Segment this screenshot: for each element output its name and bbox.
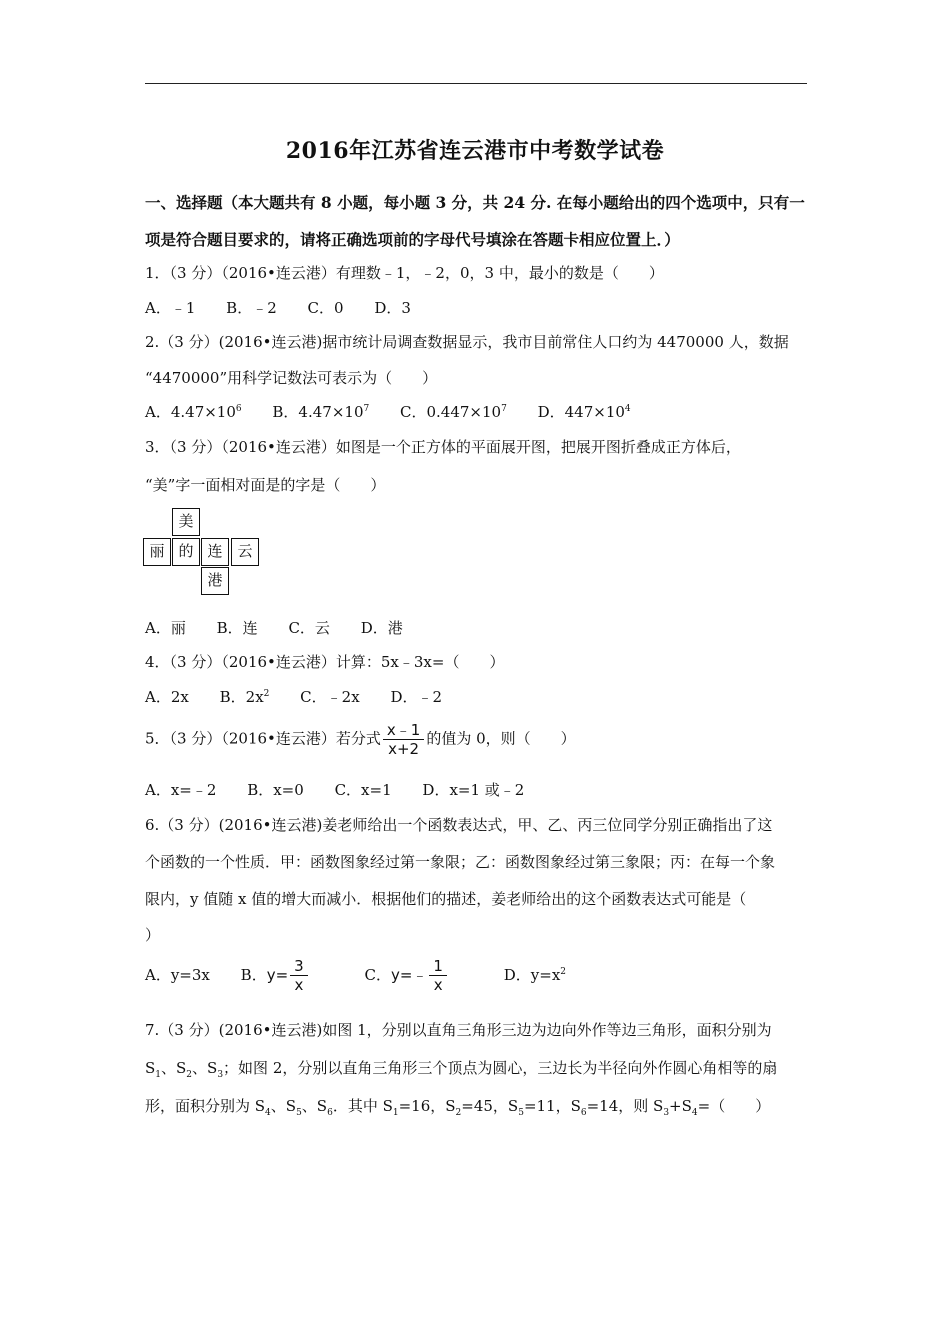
q4-option-d: D．﹣2 xyxy=(390,688,443,706)
q4-stem: 4．（3 分）（2016•连云港）计算：5x﹣3x=（ ） xyxy=(145,653,505,671)
cube-net-figure xyxy=(143,508,263,598)
q4-option-c: C．﹣2x xyxy=(300,688,360,706)
q5-option-d: D．x=1 或﹣2 xyxy=(422,781,525,799)
q3-option-b: B．连 xyxy=(216,619,258,637)
q6-stem-line1: 6.（3 分）(2016•连云港)姜老师给出一个函数表达式，甲、乙、丙三位同学分别正确指出了这 xyxy=(145,816,773,834)
q6-option-b: B．y= $\frac{3}{x}$ xyxy=(241,966,334,984)
q4-options xyxy=(145,686,825,707)
section-heading-line2: 项是符合题目要求的，请将正确选项前的字母代号填涂在答题卡相应位置上．） xyxy=(145,230,680,249)
net-cell-right2: 云 xyxy=(231,538,259,566)
q6-option-c: C．y=﹣ $\frac{1}{x}$ xyxy=(364,966,472,984)
q5-options xyxy=(145,779,825,800)
q5-option-a: A．x=﹣2 xyxy=(145,781,217,799)
q6-stem-line2: 个函数的一个性质．甲：函数图象经过第一象限；乙：函数图象经过第三象限；丙：在每一个象 xyxy=(145,853,776,871)
net-cell-left: 丽 xyxy=(143,538,171,566)
q1-option-b: B．﹣2 xyxy=(226,299,277,317)
q2-option-b: B．$4.47\times 10^7$ xyxy=(272,403,370,421)
net-cell-top: 美 xyxy=(172,508,200,536)
section-heading-line1: 一、选择题（本大题共有 8 小题，每小题 3 分，共 24 分. 在每小题给出的四个选项中，只有一 xyxy=(145,193,805,212)
net-cell-right1: 连 xyxy=(201,538,229,566)
q3-option-c: C．云 xyxy=(288,619,330,637)
q3-option-a: A．丽 xyxy=(145,619,186,637)
q4-option-b: B．$2x^2$ xyxy=(219,688,270,706)
q2-stem-line2: “4470000”用科学记数法可表示为（ ） xyxy=(145,369,438,387)
q1-option-c: C．0 xyxy=(307,299,344,317)
q5-option-b: B．x=0 xyxy=(247,781,304,799)
q2-stem-line1: 2.（3 分）(2016•连云港)据市统计局调查数据显示，我市目前常住人口约为 4470000 人，数据 xyxy=(145,333,789,351)
q1-option-d: D．3 xyxy=(374,299,411,317)
exam-title: 2016年江苏省连云港市中考数学试卷 xyxy=(285,138,665,164)
q5-fraction: $\frac{x﹣1}{x+2}$ xyxy=(383,721,424,758)
q6-option-a: A．y=3x xyxy=(145,965,210,984)
q6-stem-line4: ） xyxy=(145,926,161,944)
q2-option-c: C．$0.447\times 10^7$ xyxy=(400,403,507,421)
q6-stem-line3: 限内，y 值随 x 值的增大而减小．根据他们的描述，姜老师给出的这个函数表达式可能是（ xyxy=(145,890,747,908)
q3-options xyxy=(145,617,825,638)
net-cell-bottom: 港 xyxy=(201,567,229,595)
q1-stem: 1．（3 分）（2016•连云港）有理数﹣1，﹣2，0，3 中，最小的数是（ ） xyxy=(145,264,664,282)
q6-option-d: D．$y=x^2$ xyxy=(503,965,567,984)
q1-options xyxy=(145,297,825,318)
q3-option-d: D．港 xyxy=(360,619,403,637)
q3-stem-line1: 3．（3 分）（2016•连云港）如图是一个正方体的平面展开图，把展开图折叠成正方体后， xyxy=(145,438,741,456)
q7-stem-line1: 7.（3 分）(2016•连云港)如图 1，分别以直角三角形三边为边向外作等边三角形，面积分别为 xyxy=(145,1021,772,1039)
q2-options xyxy=(145,401,825,422)
q4-option-a: A．2x xyxy=(145,688,189,706)
q1-option-a: A．﹣1 xyxy=(145,299,196,317)
q3-stem-line2: “美”字一面相对面是的字是（ ） xyxy=(145,476,386,494)
net-cell-mid: 的 xyxy=(172,538,200,566)
header-rule xyxy=(145,83,807,84)
q6-options xyxy=(145,957,825,994)
q7-stem-line3: 形，面积分别为 $S_4$、$S_5$、$S_6$．其中 $S_1=16$，$S_2=45$，$S_5=11$，$S_6=14$，则 $S_3+S_4=$（ ） xyxy=(145,1097,771,1118)
q5-option-c: C．x=1 xyxy=(334,781,392,799)
q5-stem: 5．（3 分）（2016•连云港）若分式 $\frac{x﹣1}{x+2}$ 的值为 0，则（ ） xyxy=(145,721,576,758)
q2-option-a: A．$4.47\times 10^6$ xyxy=(145,403,242,421)
q2-option-d: D．$447\times 10^4$ xyxy=(537,403,631,421)
q7-stem-line2: $S_1$、$S_2$、$S_3$；如图 2，分别以直角三角形三个顶点为圆心，三边长为半径向外作圆心角相等的扇 xyxy=(145,1059,778,1080)
